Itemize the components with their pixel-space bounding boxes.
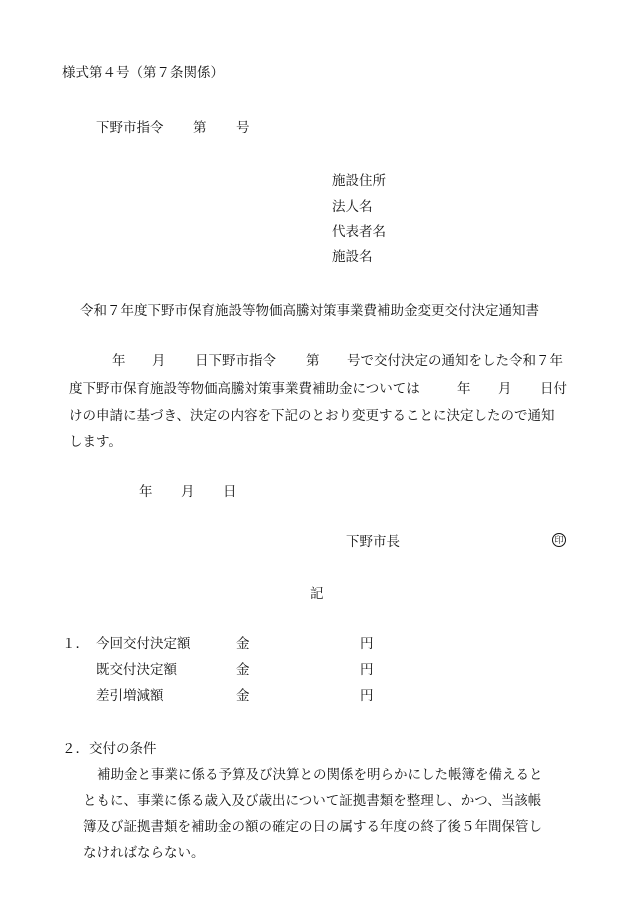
seal-mark: 印 xyxy=(552,533,566,547)
section2-heading: ２．交付の条件 xyxy=(62,741,157,757)
body-line2-day: 日付 xyxy=(540,381,567,397)
body-line4: します。 xyxy=(69,434,122,450)
corporation-name-label: 法人名 xyxy=(332,199,373,215)
ref-go: 号 xyxy=(236,120,250,136)
body-day-issuer: 日下野市指令 xyxy=(195,353,276,369)
body-line2: 度下野市保育施設等物価高騰対策事業費補助金については xyxy=(69,381,420,397)
body-line3: けの申請に基づき、決定の内容を下記のとおり変更することに決定したので通知 xyxy=(69,408,555,424)
body-line2-year: 年 xyxy=(457,381,471,397)
row-kin: 金 xyxy=(236,688,250,704)
form-number: 様式第４号（第７条関係） xyxy=(62,65,224,81)
row-label: 既交付決定額 xyxy=(96,662,177,678)
row-label: 今回交付決定額 xyxy=(96,636,191,652)
row-en: 円 xyxy=(360,662,374,678)
condition-line: 簿及び証拠書類を補助金の額の確定の日の属する年度の終了後５年間保管し xyxy=(83,819,542,835)
ref-dai: 第 xyxy=(193,120,207,136)
body-dai: 第 xyxy=(306,353,320,369)
body-line1-rest: 号で交付決定の通知をした令和７年 xyxy=(347,353,563,369)
row-label: 差引増減額 xyxy=(96,688,164,704)
date-year: 年 xyxy=(139,484,153,500)
facility-name-label: 施設名 xyxy=(332,249,373,265)
document-title: 令和７年度下野市保育施設等物価高騰対策事業費補助金変更交付決定通知書 xyxy=(80,303,539,319)
condition-line: なければならない。 xyxy=(83,845,205,861)
ref-issuer: 下野市指令 xyxy=(96,120,164,136)
condition-line: 補助金と事業に係る予算及び決算との関係を明らかにした帳簿を備えると xyxy=(97,767,543,783)
body-month: 月 xyxy=(152,353,166,369)
condition-line: ともに、事業に係る歳入及び歳出について証拠書類を整理し、かつ、当該帳 xyxy=(83,793,542,809)
facility-address-label: 施設住所 xyxy=(332,173,386,189)
row-en: 円 xyxy=(360,636,374,652)
ki-heading: 記 xyxy=(310,586,324,602)
body-year: 年 xyxy=(112,353,126,369)
date-day: 日 xyxy=(223,484,237,500)
row-en: 円 xyxy=(360,688,374,704)
representative-name-label: 代表者名 xyxy=(332,224,386,240)
row-kin: 金 xyxy=(236,636,250,652)
date-month: 月 xyxy=(181,484,195,500)
signer-name: 下野市長 xyxy=(346,534,400,550)
body-line2-month: 月 xyxy=(498,381,512,397)
section1-number: １． xyxy=(62,636,89,652)
row-kin: 金 xyxy=(236,662,250,678)
